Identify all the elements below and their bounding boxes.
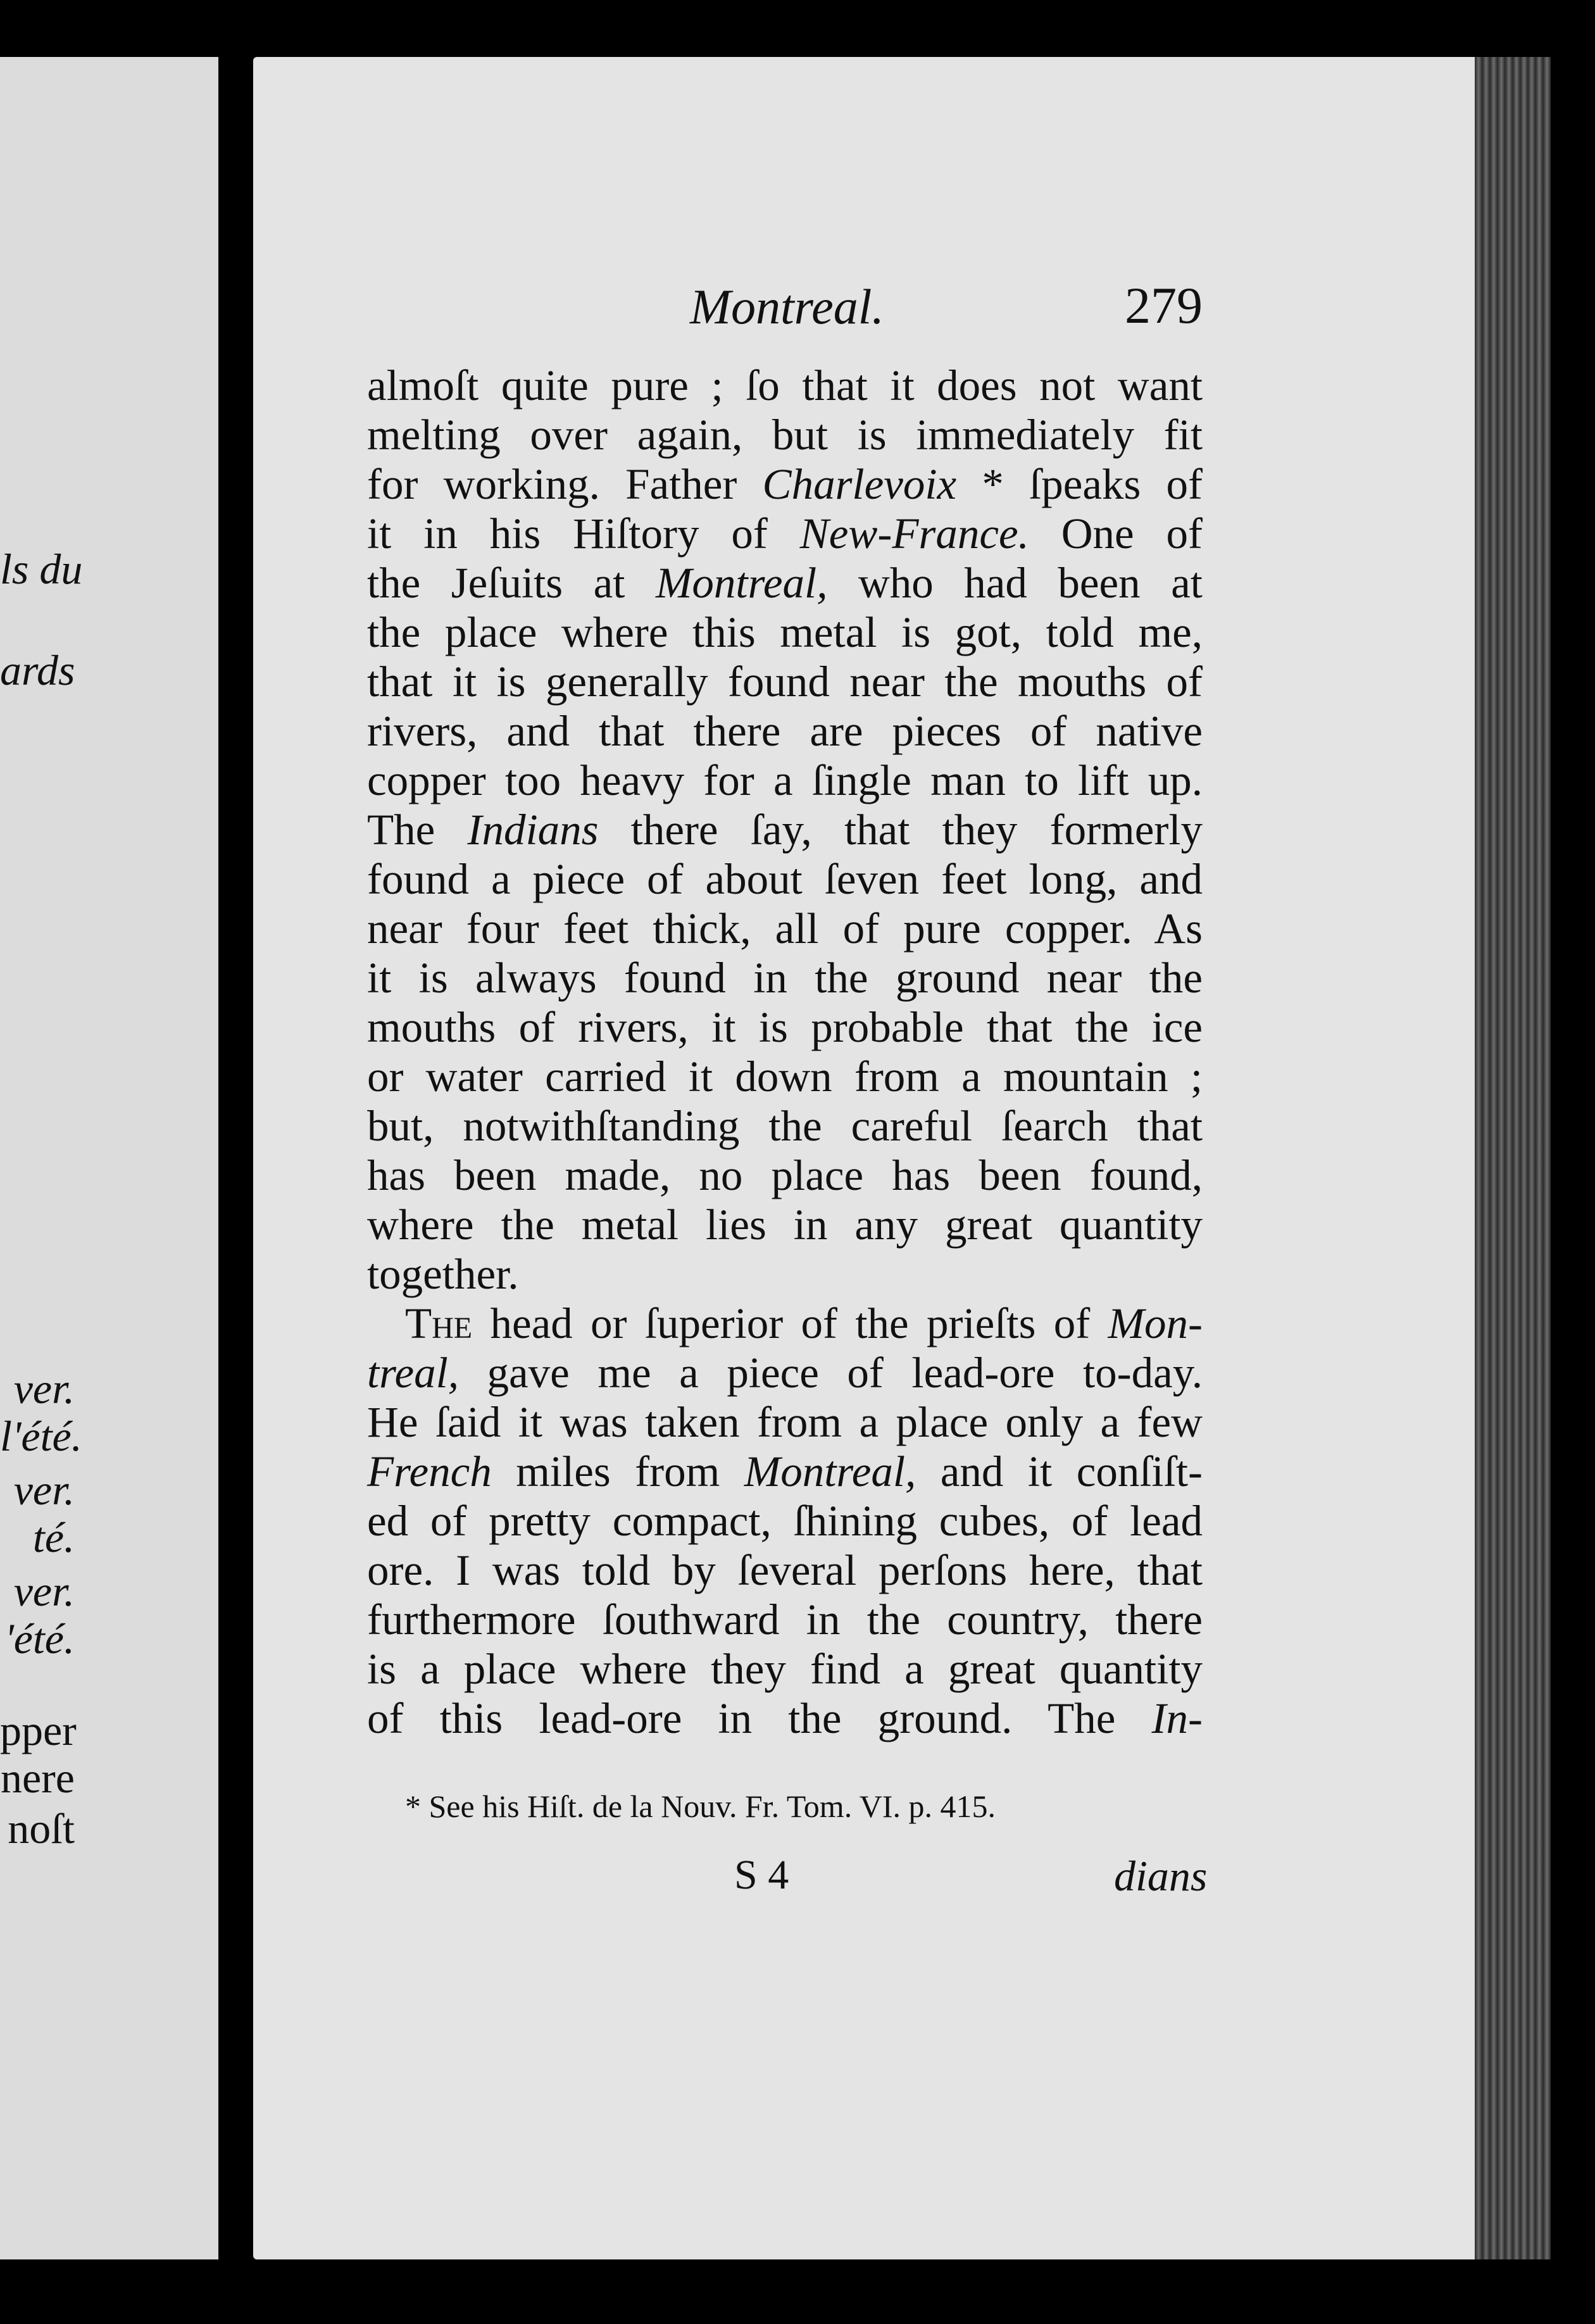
text-run: where the metal lies in any great quantity	[367, 1201, 1203, 1249]
text-run: or water carried it down from a mountain ;	[367, 1053, 1203, 1101]
text-run: found a piece of about ſeven feet long, and	[367, 855, 1203, 903]
text-run: who had been at	[827, 559, 1203, 607]
text-line	[367, 1101, 1203, 1151]
italic-run: Charlevoix	[762, 460, 957, 508]
text-run: The	[367, 806, 468, 854]
text-line	[367, 1200, 1203, 1249]
text-run: for working. Father	[367, 460, 763, 508]
text-run: it is always found in the ground near the	[367, 954, 1203, 1002]
catchword: dians	[1114, 1852, 1208, 1900]
body-text	[367, 361, 1203, 1743]
text-line	[367, 361, 1203, 410]
text-line	[367, 1052, 1203, 1101]
text-line	[367, 1595, 1203, 1644]
text-run: The	[405, 1299, 473, 1347]
text-line	[367, 608, 1203, 657]
facing-page-text: ver.	[13, 1365, 75, 1413]
text-line	[367, 805, 1203, 854]
text-run: the Jeſuits at	[367, 559, 656, 607]
italic-run: Montreal,	[655, 559, 828, 607]
italic-run: treal,	[367, 1349, 460, 1397]
text-line	[367, 953, 1203, 1003]
text-run: that it is generally found near the mouths of	[367, 658, 1203, 706]
text-line	[367, 854, 1203, 904]
text-line	[367, 1299, 1203, 1348]
text-run: but, notwithſtanding the careful ſearch that	[367, 1102, 1203, 1150]
facing-page-text: ards	[0, 646, 75, 694]
text-run: of this lead-ore in the ground. The	[367, 1694, 1152, 1742]
facing-page-text: 'été.	[4, 1615, 75, 1663]
text-line	[367, 1496, 1203, 1546]
text-run: has been made, no place has been found,	[367, 1151, 1203, 1199]
text-line	[367, 509, 1203, 558]
facing-page-text: l'été.	[0, 1412, 82, 1460]
text-line	[367, 657, 1203, 706]
text-line	[367, 1644, 1203, 1694]
text-run: miles from	[491, 1447, 744, 1496]
text-run: it in his Hiſtory of	[367, 509, 800, 558]
text-line	[367, 706, 1203, 756]
italic-run: French	[367, 1447, 492, 1496]
italic-run: Indians	[467, 806, 599, 854]
page-number: 279	[1125, 277, 1203, 334]
text-line	[367, 756, 1203, 805]
text-run: One of	[1029, 509, 1203, 558]
page-header	[367, 266, 1203, 335]
text-line	[367, 904, 1203, 953]
text-line	[367, 1546, 1203, 1595]
facing-page-text: té.	[32, 1513, 75, 1561]
text-line	[367, 1447, 1203, 1496]
text-run: ore. I was told by ſeveral perſons here, that	[367, 1546, 1203, 1594]
text-line	[367, 1397, 1203, 1447]
italic-run: In-	[1151, 1694, 1203, 1742]
facing-page-text: ver.	[13, 1466, 75, 1514]
page-edges	[1475, 57, 1551, 2259]
text-run: is a place where they find a great quantity	[367, 1645, 1203, 1693]
text-run: mouths of rivers, it is probable that the ice	[367, 1003, 1203, 1051]
text-run: there ſay, that they formerly	[598, 806, 1203, 854]
text-line	[367, 558, 1203, 608]
text-run: * ſpeaks of	[956, 460, 1203, 508]
text-run: and it conſiſt-	[916, 1447, 1203, 1496]
text-line	[367, 410, 1203, 459]
text-run: gave me a piece of lead-ore to-day.	[459, 1349, 1203, 1397]
text-run: near four feet thick, all of pure copper. As	[367, 904, 1203, 953]
facing-page-text: pper	[0, 1706, 77, 1754]
text-run: almoſt quite pure ; ſo that it does not want	[367, 361, 1203, 409]
text-run: furthermore ſouthward in the country, there	[367, 1596, 1203, 1644]
text-run: head or ſuperior of the prieſts of	[472, 1299, 1108, 1347]
text-line	[367, 1151, 1203, 1200]
text-run: melting over again, but is immediately fit	[367, 411, 1203, 459]
text-run: together.	[367, 1250, 519, 1298]
italic-run: New-France.	[799, 509, 1029, 558]
facing-page-text: noſt	[8, 1804, 75, 1852]
text-line	[367, 459, 1203, 509]
text-run: ed of pretty compact, ſhining cubes, of lead	[367, 1497, 1203, 1545]
text-run: copper too heavy for a ſingle man to lift up.	[367, 756, 1203, 804]
italic-run: Mon-	[1108, 1299, 1203, 1347]
text-line	[367, 1249, 1203, 1299]
text-line	[367, 1003, 1203, 1052]
text-line	[367, 1694, 1203, 1743]
footnote: * See his Hiſt. de la Nouv. Fr. Tom. VI. p. 415.	[405, 1789, 996, 1824]
text-run: rivers, and that there are pieces of native	[367, 707, 1203, 755]
facing-page-text: ls du	[0, 545, 83, 593]
text-run: the place where this metal is got, told me,	[367, 608, 1203, 656]
facing-page-text: ver.	[13, 1567, 75, 1615]
facing-page-text: nere	[0, 1754, 75, 1802]
text-run: He ſaid it was taken from a place only a few	[367, 1398, 1203, 1446]
facing-page-fragment	[0, 57, 218, 2259]
text-line	[367, 1348, 1203, 1397]
running-title: Montreal.	[690, 279, 884, 334]
italic-run: Montreal,	[744, 1447, 916, 1496]
signature-mark: S 4	[734, 1852, 789, 1898]
